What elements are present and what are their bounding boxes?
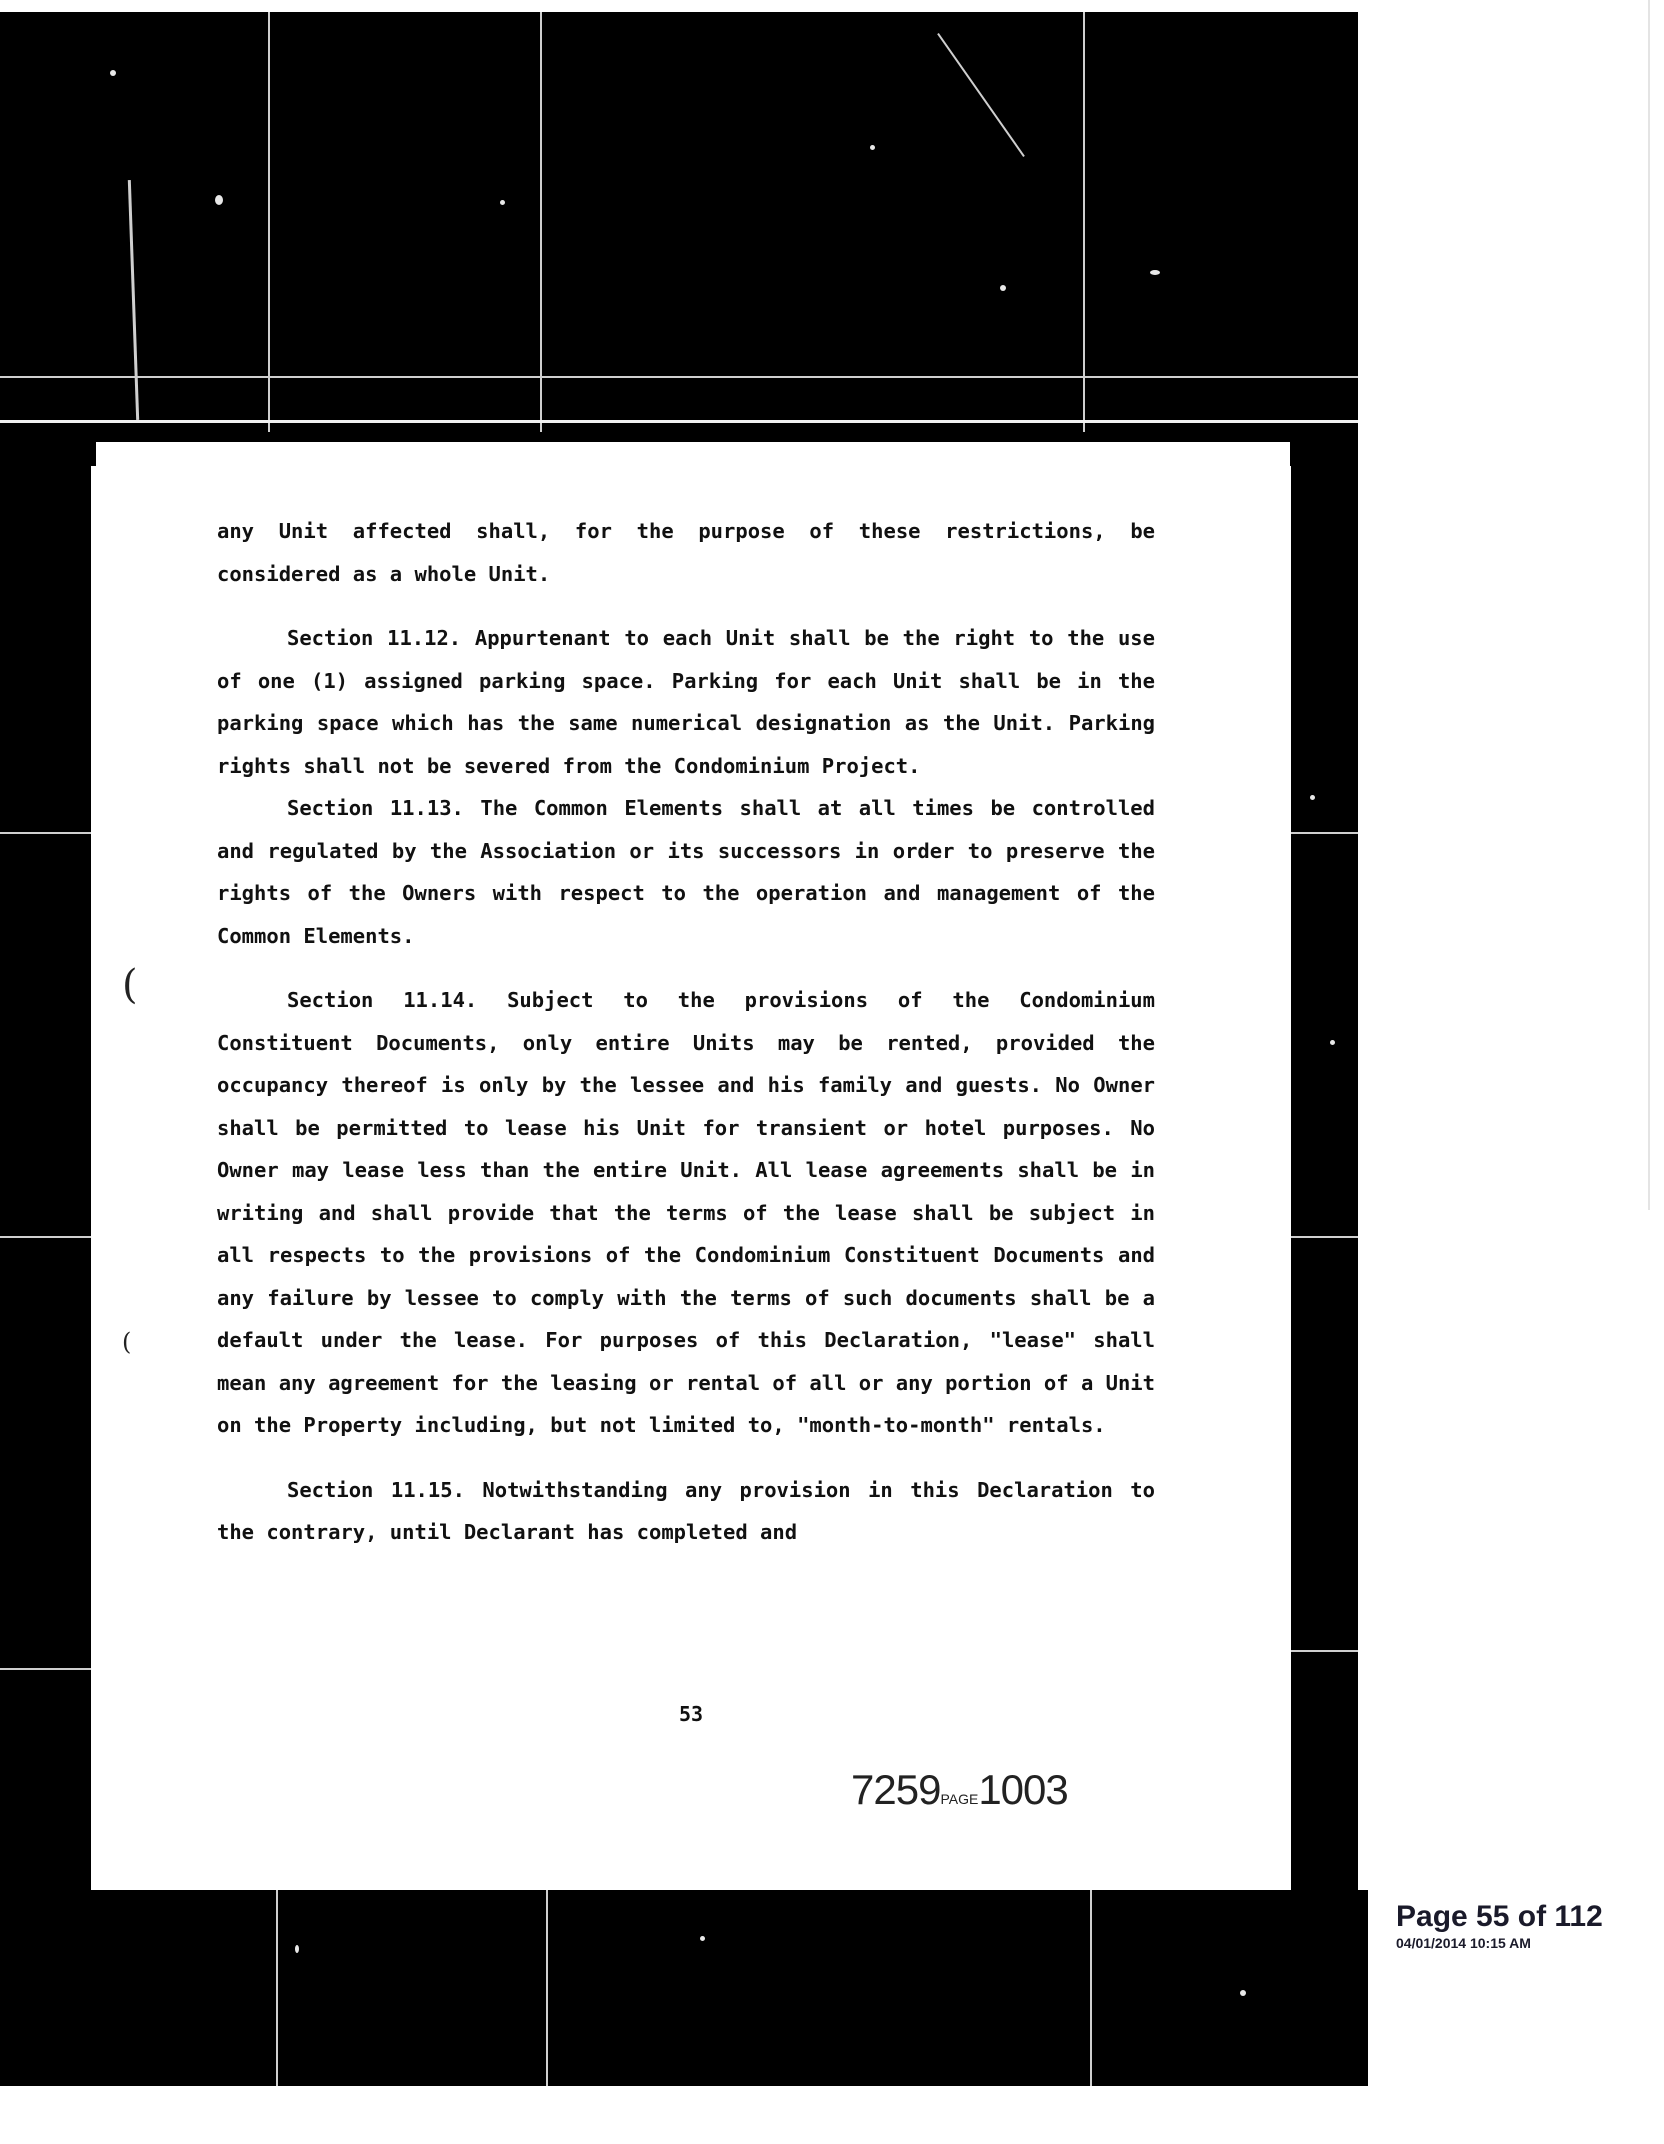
scan-rule [546, 1890, 548, 2086]
scan-rule [276, 1890, 278, 2086]
document-page [91, 466, 1291, 1890]
document-body [217, 510, 1155, 1554]
scan-speck [1330, 1040, 1335, 1045]
scan-speck [1000, 285, 1006, 291]
scan-rule [1083, 12, 1085, 432]
page-of-count: Page 55 of 112 [1396, 1900, 1603, 1933]
paragraph-section-11-12: Section 11.12. Appurtenant to each Unit shall be the right to the use of one (1) assigned parking space. Parking for each Unit shall be in the parking space which has the same numerical designation as the Unit. Parking rights shall not be severed from the Condominium Project. [217, 626, 1155, 778]
scan-speck [1150, 270, 1160, 275]
record-timestamp: 04/01/2014 10:15 AM [1396, 1935, 1531, 1951]
scan-rule [0, 1236, 96, 1238]
scan-divider [0, 432, 1358, 442]
margin-bracket-mark: ( [122, 962, 138, 1008]
scan-speck [1310, 795, 1315, 800]
book-page-stamp [851, 1766, 1068, 1814]
scan-speck [215, 195, 223, 205]
paragraph-continuation: any Unit affected shall, for the purpose of these restrictions, be considered as a whole Unit. [217, 519, 1155, 586]
margin-handwritten-mark: ( [122, 1328, 132, 1356]
paragraph-section-11-13: Section 11.13. The Common Elements shall at all times be controlled and regulated by the Association or its successors in order to preserve the rights of the Owners with respect to the operation and management of the Common Elements. [217, 796, 1155, 948]
recorder-stamp [1396, 1900, 1603, 1952]
scan-rule [1290, 832, 1358, 834]
scan-speck [870, 145, 875, 150]
book-page-label: PAGE [940, 1791, 979, 1807]
scan-speck [700, 1936, 705, 1941]
book-page-number: 1003 [978, 1766, 1068, 1813]
scan-rule [268, 12, 270, 432]
scan-rule [1290, 1650, 1358, 1652]
scan-background-top [0, 12, 1358, 432]
scan-background-bottom [0, 1890, 1368, 2086]
scan-rule [0, 1668, 96, 1670]
scan-rule [0, 420, 1358, 423]
scan-speck [500, 200, 505, 205]
scan-rule [1290, 1236, 1358, 1238]
page-number: 53 [678, 1702, 704, 1726]
scan-background-right [1290, 440, 1358, 1890]
scan-rule [540, 12, 542, 432]
scan-rule [1090, 1890, 1092, 2086]
scan-speck [1240, 1990, 1246, 1996]
scan-background-left [0, 440, 96, 1890]
scan-rule [0, 832, 96, 834]
scan-speck [295, 1945, 299, 1953]
paragraph-section-11-15: Section 11.15. Notwithstanding any provision in this Declaration to the contrary, until Declarant has completed and [217, 1477, 1155, 1544]
scan-rule [0, 376, 1358, 378]
scanner-edge-line [1648, 0, 1650, 1210]
book-number: 7259 [851, 1766, 941, 1813]
scan-speck [110, 70, 116, 76]
paragraph-section-11-14: Section 11.14. Subject to the provisions of the Condominium Constituent Documents, only entire Units may be rented, provided the occupancy thereof is only by the lessee and his family and guests. No Owner shall be permitted to lease his Unit for transient or hotel purposes. No Owner may lease less than the entire Unit. All lease agreements shall be in writing and shall provide that the terms of the lease shall be subject in all respects to the provisions of the Condominium Constituent Documents and any failure by lessee to comply with the terms of such documents shall be a default under the lease. For purposes of this Declaration, "lease" shall mean any agreement for the leasing or rental of all or any portion of a Unit on the Property including, but not limited to, "month-to-month" rentals. [217, 988, 1155, 1437]
